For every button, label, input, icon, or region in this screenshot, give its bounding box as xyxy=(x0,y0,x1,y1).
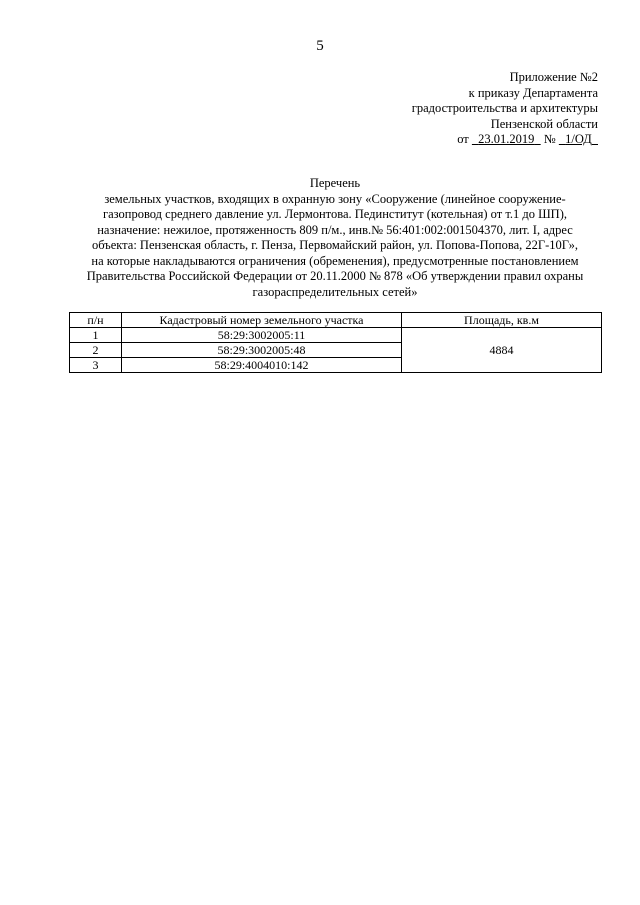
appendix-date-line xyxy=(298,132,598,148)
appendix-department: градостроительства и архитектуры xyxy=(411,101,598,115)
table-header-row xyxy=(70,313,602,328)
appendix-region: Пензенской области xyxy=(490,116,598,131)
header-number: п/н xyxy=(70,313,122,328)
order-number-value: 1/ОД xyxy=(565,132,592,146)
title-line: газораспределительных сетей» xyxy=(252,284,418,299)
appendix-title: Приложение №2 xyxy=(509,70,598,84)
title-line: на которые накладываются ограничения (обременения), предусмотренные постановлением xyxy=(91,253,579,268)
title-line: Правительства Российской Федерации от 20.11.2000 № 878 «Об утверждении правил охраны xyxy=(86,269,584,283)
title-line: земельных участков, входящих в охранную зону «Сооружение (линейное сооружение- xyxy=(104,191,566,206)
header-cadastral: Кадастровый номер земельного участка xyxy=(122,313,402,328)
parcels-table xyxy=(69,312,602,373)
appendix-order-ref: к приказу Департамента xyxy=(468,85,598,100)
table-row xyxy=(70,328,602,343)
title-line: газопровод среднего давление ул. Лермонтова. Пединститут (котельная) от т.1 до ШП), xyxy=(103,207,567,221)
row-number: 2 xyxy=(70,343,122,358)
row-cadastral: 58:29:3002005:48 xyxy=(122,343,402,358)
header-area: Площадь, кв.м xyxy=(402,313,602,328)
document-title xyxy=(70,176,600,300)
title-line: назначение: нежилое, протяженность 809 п/м., инв.№ 56:401:002:001504370, лит. I, адрес xyxy=(97,222,573,237)
order-date xyxy=(472,132,541,146)
title-heading: Перечень xyxy=(309,176,361,190)
date-prefix: от xyxy=(457,132,469,146)
page-number: 5 xyxy=(316,38,324,54)
row-cadastral: 58:29:3002005:11 xyxy=(122,328,402,343)
number-prefix: № xyxy=(543,132,556,146)
row-number: 3 xyxy=(70,358,122,373)
title-line: объекта: Пензенская область, г. Пенза, Первомайский район, ул. Попова-Попова, 22Г-10Г», xyxy=(91,238,579,252)
row-cadastral: 58:29:4004010:142 xyxy=(122,358,402,373)
appendix-header xyxy=(298,70,598,148)
area-cell: 4884 xyxy=(402,328,602,373)
order-number xyxy=(559,132,598,146)
row-number: 1 xyxy=(70,328,122,343)
order-date-value: 23.01.2019 xyxy=(478,132,535,146)
